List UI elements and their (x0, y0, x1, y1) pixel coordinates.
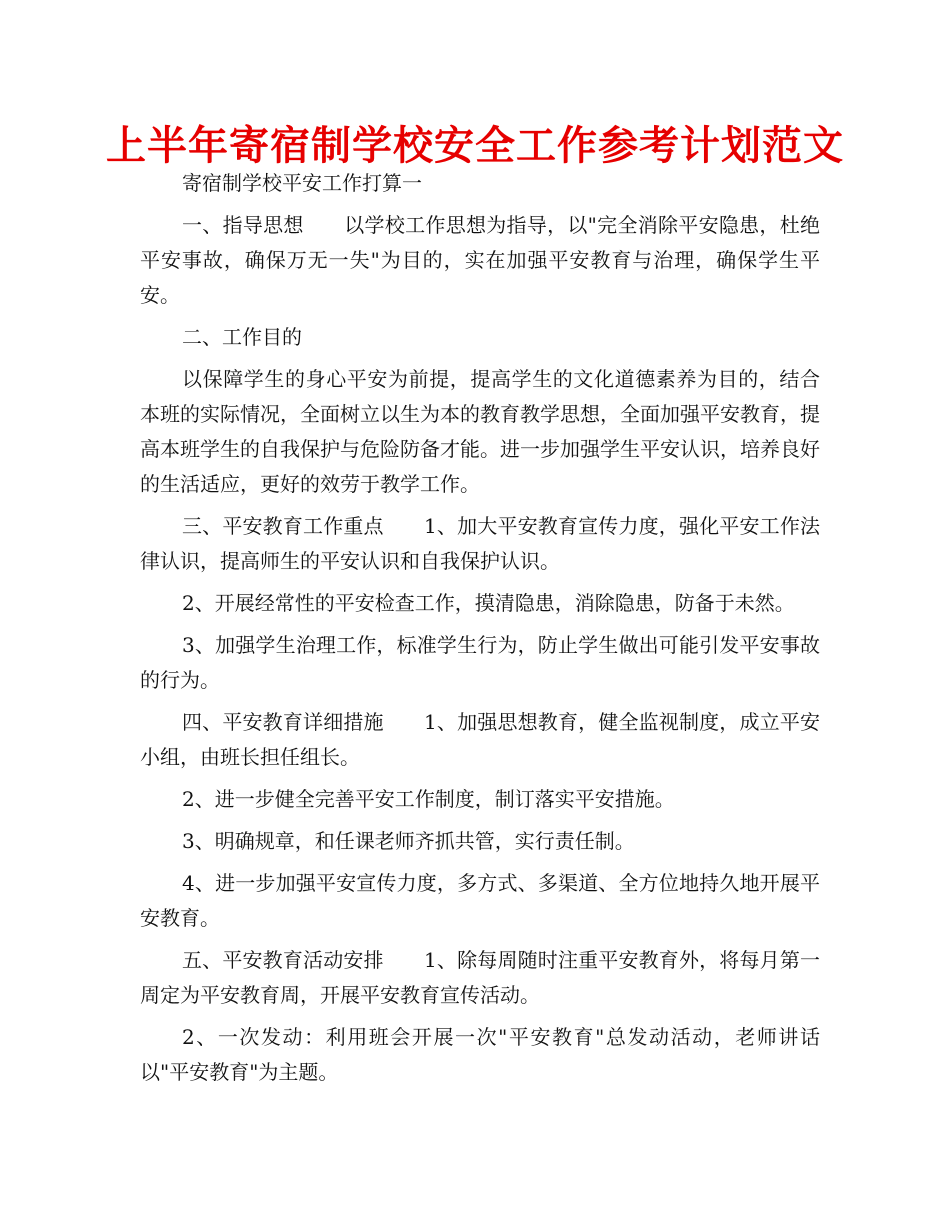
document-title: 上半年寄宿制学校安全工作参考计划范文 (106, 123, 844, 169)
section-4-item-2: 2、进一步健全完善平安工作制度，制订落实平安措施。 (182, 787, 675, 811)
section-4-item-4: 4、进一步加强平安宣传力度，多方式、多渠道、全方位地持久地开展平安教育。 (140, 871, 820, 930)
section-4-item-3: 3、明确规章，和任课老师齐抓共管，实行责任制。 (182, 829, 635, 853)
document-subtitle: 寄宿制学校平安工作打算一 (182, 171, 422, 195)
section-4-item-1: 四、平安教育详细措施 1、加强思想教育，健全监视制度，成立平安小组，由班长担任组长。 (140, 710, 820, 769)
section-3-item-3: 3、加强学生治理工作，标准学生行为，防止学生做出可能引发平安事故的行为。 (140, 633, 820, 692)
section-2-heading: 二、工作目的 (182, 325, 302, 349)
section-3-item-2: 2、开展经常性的平安检查工作，摸清隐患，消除隐患，防备于未然。 (182, 591, 795, 615)
section-3-item-1: 三、平安教育工作重点 1、加大平安教育宣传力度，强化平安工作法律认识，提高师生的平安认识和自我保护认识。 (140, 514, 820, 573)
section-5-item-2: 2、一次发动：利用班会开展一次"平安教育"总发动活动，老师讲话以"平安教育"为主题。 (140, 1025, 820, 1084)
document-body (140, 166, 820, 1097)
section-5-item-1: 五、平安教育活动安排 1、除每周随时注重平安教育外，将每月第一周定为平安教育周，开展平安教育宣传活动。 (140, 948, 820, 1007)
section-1-guiding-thought: 一、指导思想 以学校工作思想为指导，以"完全消除平安隐患，杜绝平安事故，确保万无一失"为目的，实在加强平安教育与治理，确保学生平安。 (140, 213, 820, 307)
section-2-body: 以保障学生的身心平安为前提，提高学生的文化道德素养为目的，结合本班的实际情况，全面树立以生为本的教育教学思想，全面加强平安教育，提高本班学生的自我保护与危险防备才能。进一步加强学生平安认识，培养良好的生活适应，更好的效劳于教学工作。 (140, 367, 820, 496)
